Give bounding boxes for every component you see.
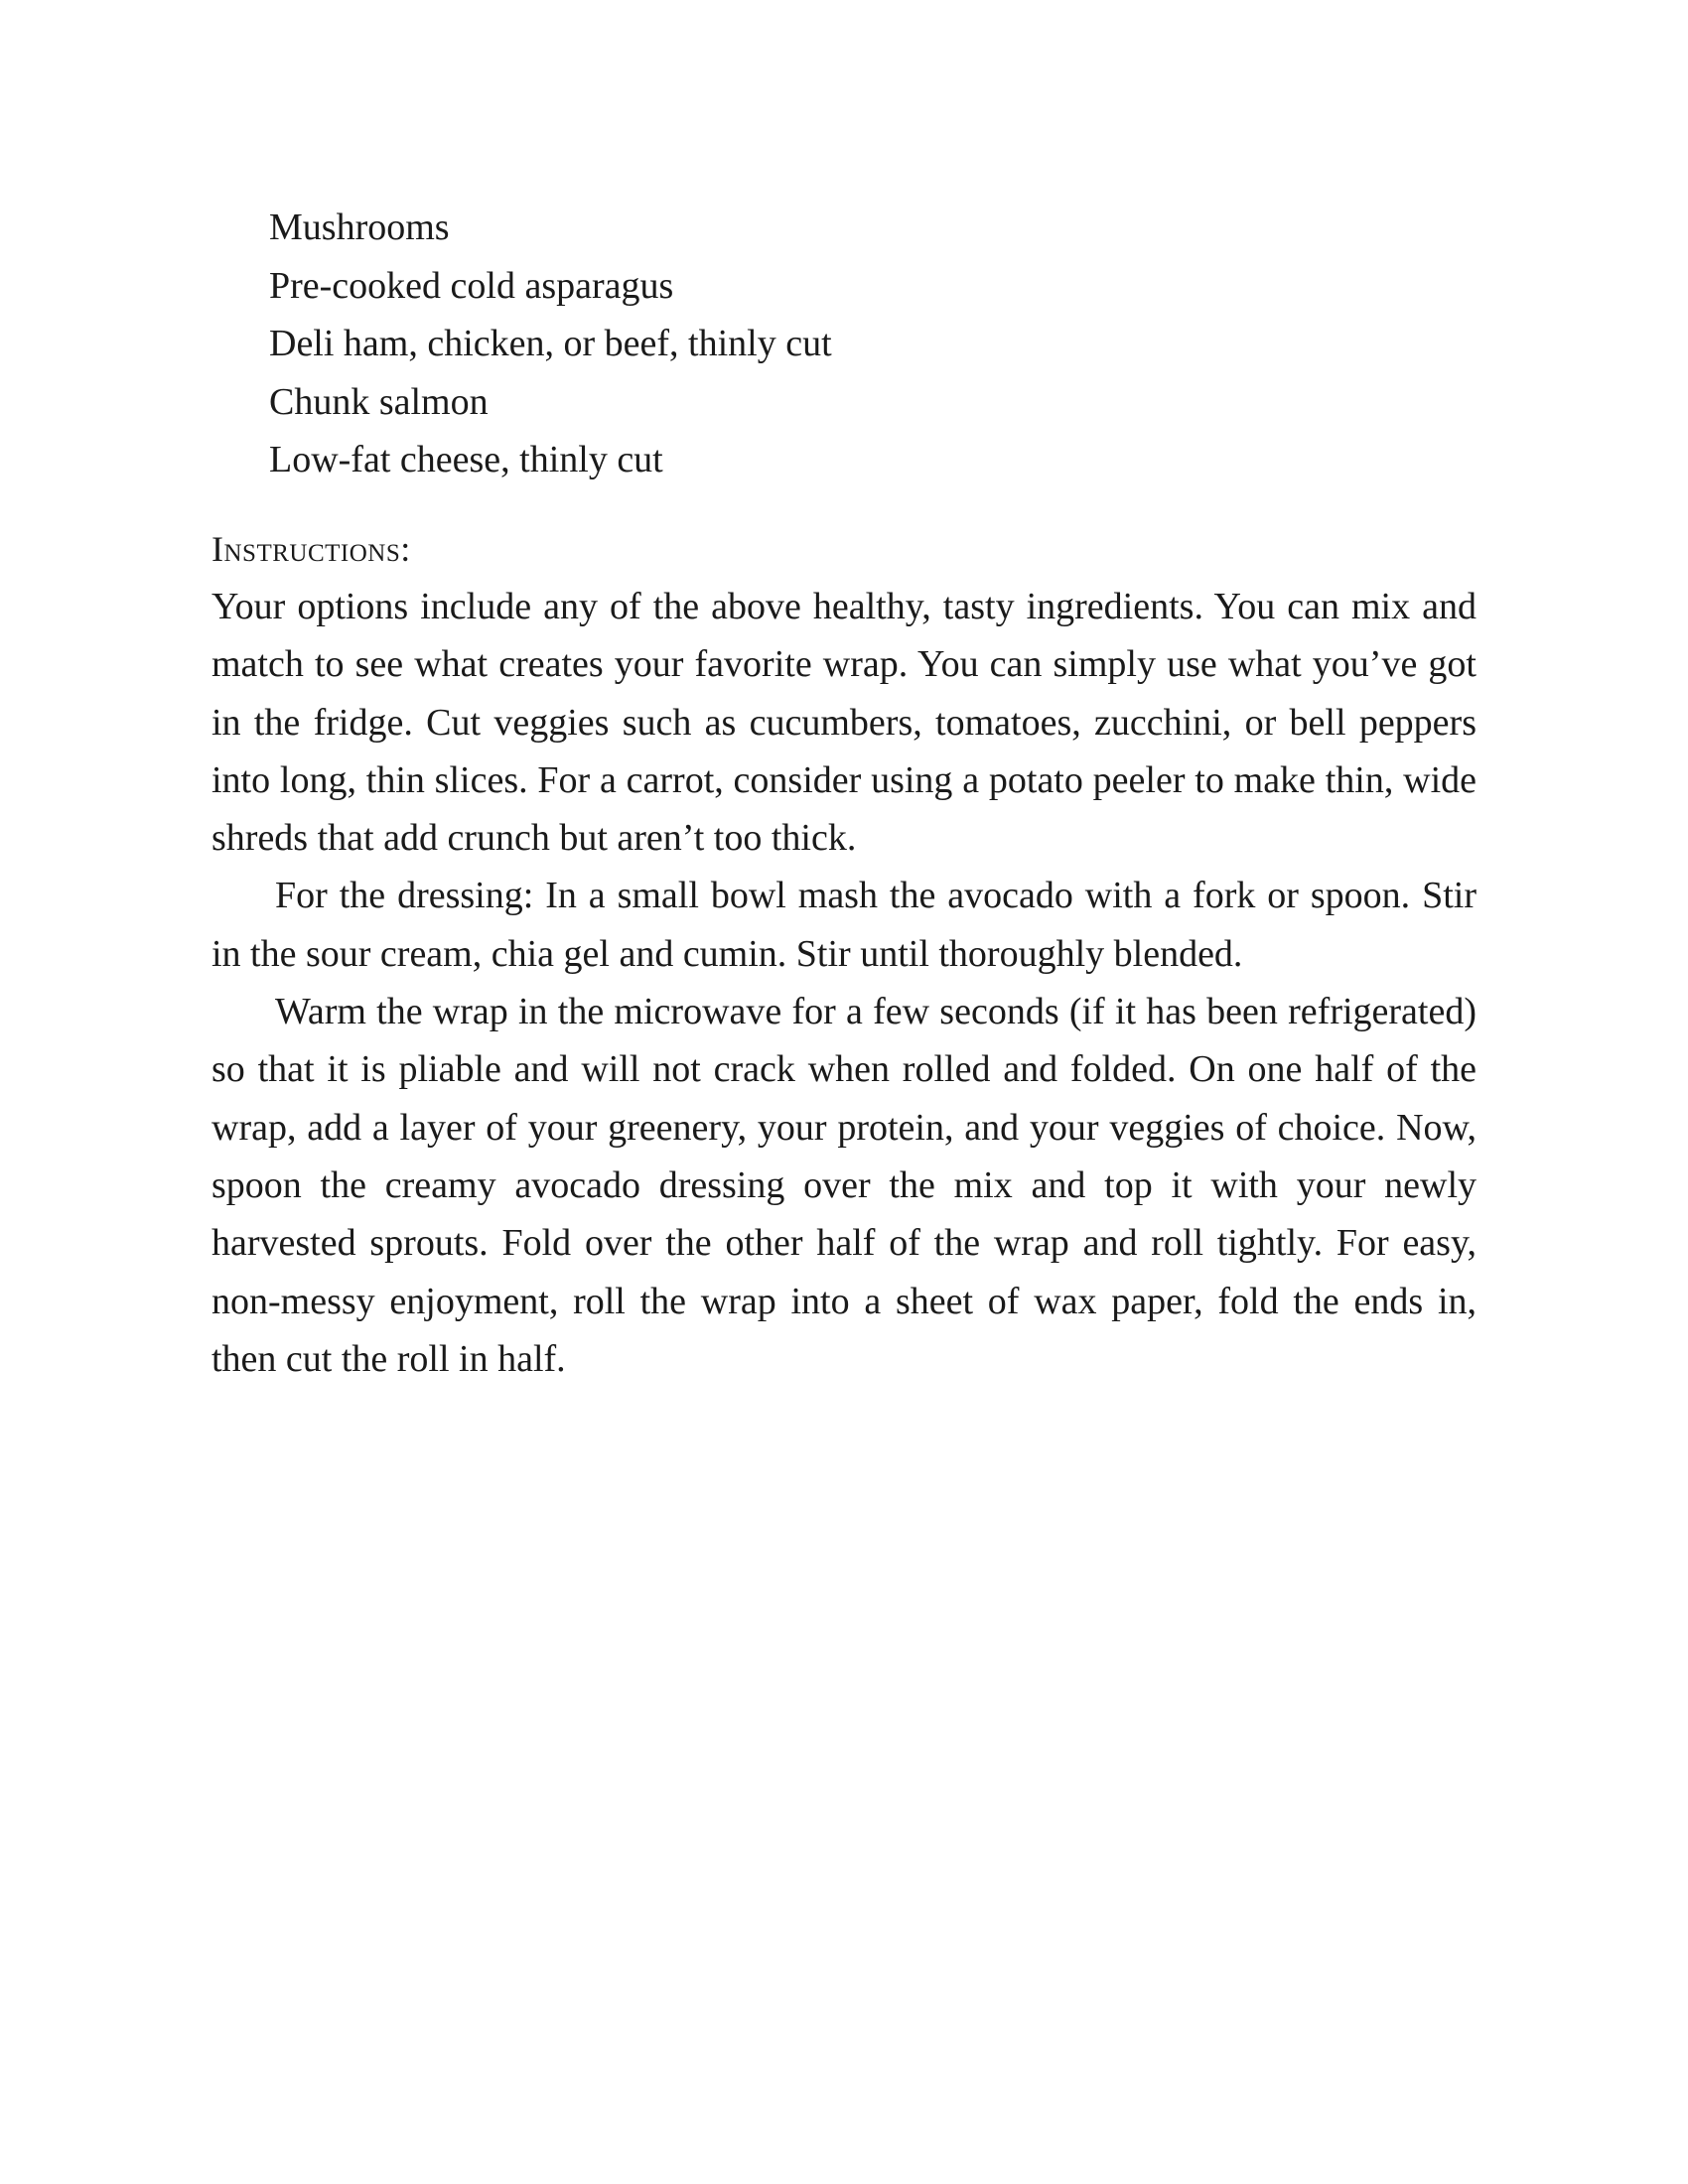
instructions-paragraph: For the dressing: In a small bowl mash the avocado with a fork or spoon. Stir in the sour cream, chia gel and cumin. Stir until thoroughly blended. [211, 875, 1477, 975]
instructions-body [211, 578, 1477, 1388]
ingredient-item: Pre-cooked cold asparagus [269, 264, 674, 307]
instructions-paragraph: Your options include any of the above healthy, tasty ingredients. You can mix and match to see what creates your favorite wrap. You can simply use what you’ve got in the fridge. Cut veggies such as cucumbers, tomatoes, zucchini, or bell peppers into long, thin slices. For a carrot, consider using a potato peeler to make thin, wide shreds that add crunch but aren’t too thick. [211, 586, 1477, 860]
ingredient-list [269, 199, 1461, 489]
instructions-heading: Instructions: [211, 529, 411, 569]
ingredient-item: Chunk salmon [269, 380, 489, 423]
ingredient-item: Mushrooms [269, 206, 450, 248]
ingredient-item: Low-fat cheese, thinly cut [269, 439, 663, 480]
instructions-paragraph: Warm the wrap in the microwave for a few seconds (if it has been refrigerated) so that it is pliable and will not crack when rolled and folded. On one half of the wrap, add a layer of your greenery, your protein, and your veggies of choice. Now, spoon the creamy avocado dressing over the mix and top it with your newly harvested sprouts. Fold over the other half of the wrap and roll tightly. For easy, non-messy enjoyment, roll the wrap into a sheet of wax paper, fold the ends in, then cut the roll in half. [211, 991, 1477, 1380]
ingredient-item: Deli ham, chicken, or beef, thinly cut [269, 323, 832, 364]
